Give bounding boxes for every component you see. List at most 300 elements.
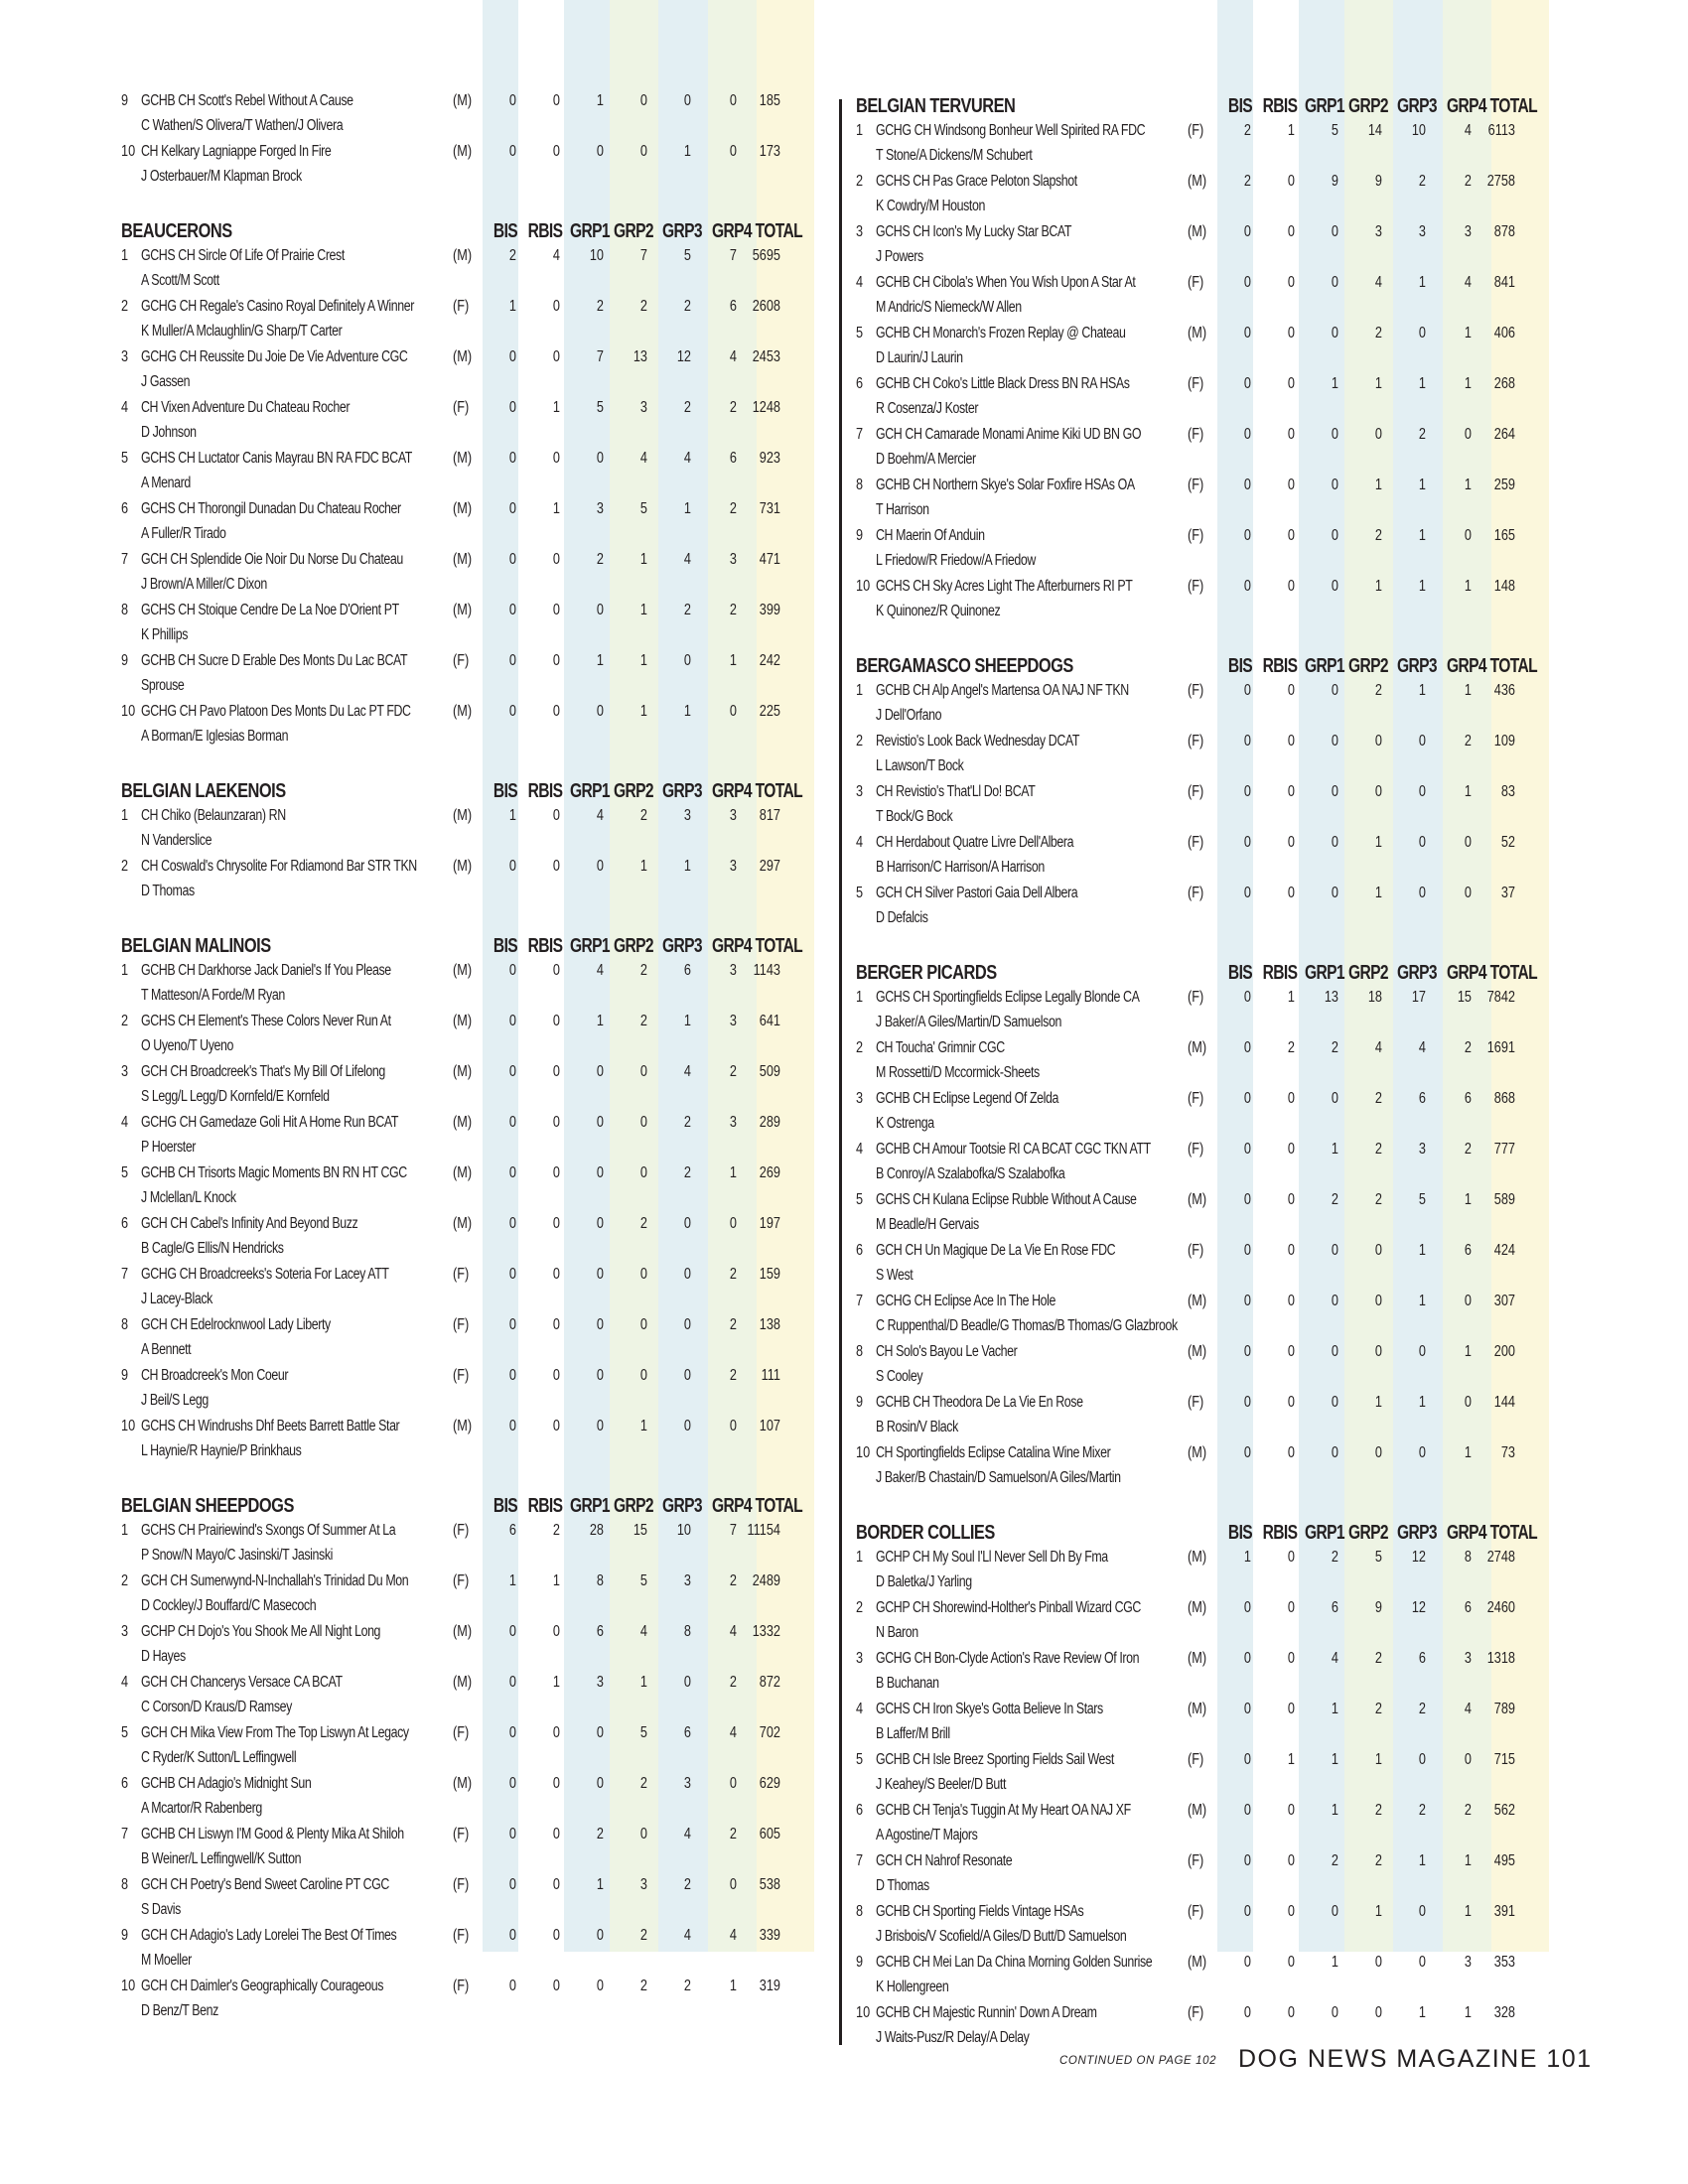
stat-grp3: 12	[1411, 1599, 1426, 1616]
rank-number: 9	[121, 1367, 129, 1384]
stat-rbis: 0	[1287, 1549, 1295, 1566]
sex: (M)	[1188, 1444, 1207, 1461]
stat-grp4: 4	[729, 1724, 737, 1741]
dog-name: GCHB CH Majestic Runnin' Down A Dream	[876, 2004, 1097, 2021]
sex: (F)	[1188, 1852, 1204, 1869]
owners: A Mcartor/R Rabenberg	[141, 1800, 262, 1817]
stat-rbis: 0	[552, 1063, 560, 1080]
column-header-bis: BIS	[492, 1495, 518, 1517]
stat-total: 731	[759, 500, 780, 517]
stat-bis: 0	[1243, 1242, 1251, 1259]
owners: J Osterbauer/M Klapman Brock	[141, 168, 302, 185]
stat-total: 138	[759, 1316, 780, 1333]
owners: A Agostine/T Majors	[876, 1827, 978, 1843]
stat-rbis: 0	[552, 1826, 560, 1843]
stat-grp2: 2	[639, 1013, 647, 1029]
stat-total: 109	[1493, 733, 1515, 750]
stat-grp4: 2	[1464, 173, 1472, 190]
ranking-row	[121, 499, 816, 550]
stat-grp2: 4	[639, 450, 647, 467]
stat-bis: 0	[1243, 1701, 1251, 1717]
stat-rbis: 0	[1287, 274, 1295, 291]
stat-grp1: 8	[596, 1572, 604, 1589]
rank-number: 2	[121, 1013, 129, 1029]
stat-grp3: 6	[1418, 1650, 1426, 1667]
stat-grp3: 1	[1418, 375, 1426, 392]
stat-total: 1332	[752, 1623, 780, 1640]
stat-bis: 0	[508, 1164, 516, 1181]
stat-total: 339	[759, 1927, 780, 1944]
stat-grp4: 2	[1464, 733, 1472, 750]
stat-total: 2489	[752, 1572, 780, 1589]
owners: B Conroy/A Szalabofka/S Szalabofka	[876, 1165, 1065, 1182]
stat-bis: 0	[508, 1674, 516, 1691]
stat-grp1: 2	[596, 298, 604, 315]
stat-grp4: 2	[729, 1572, 737, 1589]
stat-grp2: 13	[633, 348, 647, 365]
sex: (F)	[1188, 2004, 1204, 2021]
rank-number: 10	[856, 2004, 871, 2021]
stat-rbis: 1	[1287, 989, 1295, 1006]
dog-name: CH Vixen Adventure Du Chateau Rocher	[141, 399, 351, 416]
dog-name: GCHB CH Adagio's Midnight Sun	[141, 1775, 312, 1792]
sex: (M)	[453, 602, 473, 618]
owners: P Hoerster	[141, 1139, 197, 1156]
sex: (F)	[453, 399, 470, 416]
stat-grp2: 0	[639, 1114, 647, 1131]
stat-grp3: 4	[1418, 1039, 1426, 1056]
dog-name: GCHG CH Broadcreeks's Soteria For Lacey ATT	[141, 1266, 389, 1283]
owners: B Weiner/L Leffingwell/K Sutton	[141, 1850, 302, 1867]
stat-grp2: 0	[639, 1063, 647, 1080]
stat-bis: 0	[508, 703, 516, 720]
stat-grp1: 0	[596, 1215, 604, 1232]
column-header-bis: BIS	[492, 935, 518, 957]
stat-bis: 0	[508, 92, 516, 109]
owners: D Hayes	[141, 1648, 186, 1665]
dog-name: GCH CH Silver Pastori Gaia Dell Albera	[876, 885, 1078, 901]
dog-name: CH Broadcreek's Mon Coeur	[141, 1367, 289, 1384]
stat-grp2: 1	[639, 858, 647, 875]
owners: S Legg/L Legg/D Kornfeld/E Kornfeld	[141, 1088, 330, 1105]
stat-grp4: 1	[1464, 1343, 1472, 1360]
stat-total: 165	[1493, 527, 1515, 544]
ranking-row	[856, 1598, 1569, 1649]
stat-bis: 0	[508, 348, 516, 365]
stat-grp4: 3	[729, 807, 737, 824]
stat-rbis: 1	[552, 1674, 560, 1691]
stat-grp3: 0	[683, 92, 691, 109]
column-header-grp1: GRP1	[570, 1495, 610, 1517]
stat-grp4: 0	[729, 143, 737, 160]
stat-grp2: 15	[633, 1522, 647, 1539]
rank-number: 7	[121, 1826, 129, 1843]
sex: (M)	[1188, 1191, 1207, 1208]
stat-total: 242	[759, 652, 780, 669]
dog-name: GCH CH Chancerys Versace CA BCAT	[141, 1674, 343, 1691]
sex: (M)	[453, 858, 473, 875]
stat-grp3: 12	[676, 348, 691, 365]
stat-bis: 0	[508, 1927, 516, 1944]
dog-name: GCH CH Adagio's Lady Lorelei The Best Of Times	[141, 1927, 397, 1944]
stat-grp3: 3	[683, 1572, 691, 1589]
stat-grp1: 0	[1331, 834, 1338, 851]
ranking-row	[856, 1140, 1569, 1190]
stat-grp3: 1	[683, 703, 691, 720]
stat-rbis: 0	[552, 348, 560, 365]
stat-grp4: 3	[1464, 1954, 1472, 1971]
stat-grp3: 1	[683, 858, 691, 875]
sex: (M)	[1188, 173, 1207, 190]
stat-total: 789	[1493, 1701, 1515, 1717]
sex: (M)	[1188, 1549, 1207, 1566]
stat-grp2: 2	[1374, 1090, 1382, 1107]
stat-grp3: 0	[1418, 325, 1426, 341]
stat-grp1: 1	[1331, 1751, 1338, 1768]
column-header-grp2: GRP2	[614, 1495, 653, 1517]
page-folio: DOG NEWS MAGAZINE 101	[1238, 2045, 1593, 2073]
ranking-row	[121, 449, 816, 499]
stat-rbis: 0	[552, 1927, 560, 1944]
stat-grp3: 0	[683, 1418, 691, 1434]
stat-grp3: 2	[683, 1114, 691, 1131]
rank-number: 7	[121, 551, 129, 568]
stat-grp1: 0	[1331, 477, 1338, 493]
ranking-row	[121, 1774, 816, 1825]
stat-grp4: 1	[1464, 477, 1472, 493]
sex: (M)	[1188, 223, 1207, 240]
stat-bis: 0	[1243, 783, 1251, 800]
stat-grp1: 1	[1331, 1802, 1338, 1819]
stat-bis: 1	[508, 1572, 516, 1589]
stat-bis: 0	[508, 450, 516, 467]
stat-grp4: 0	[729, 1418, 737, 1434]
dog-name: GCH CH Poetry's Bend Sweet Caroline PT CGC	[141, 1876, 389, 1893]
stat-grp3: 1	[1418, 1852, 1426, 1869]
stat-grp2: 2	[639, 1215, 647, 1232]
stat-grp3: 17	[1411, 989, 1426, 1006]
breed-name: BELGIAN TERVUREN	[856, 95, 1016, 117]
dog-name: GCH CH Cabel's Infinity And Beyond Buzz	[141, 1215, 358, 1232]
stat-bis: 0	[1243, 477, 1251, 493]
stat-grp2: 2	[639, 962, 647, 979]
stat-total: 159	[759, 1266, 780, 1283]
stat-bis: 0	[1243, 1039, 1251, 1056]
stat-grp1: 1	[596, 92, 604, 109]
stat-total: 148	[1493, 578, 1515, 595]
stat-rbis: 0	[1287, 1293, 1295, 1309]
stat-grp3: 1	[683, 1013, 691, 1029]
dog-name: GCHB CH Scott's Rebel Without A Cause	[141, 92, 353, 109]
stat-rbis: 0	[1287, 1394, 1295, 1411]
ranking-row	[856, 1750, 1569, 1801]
stat-grp2: 7	[639, 247, 647, 264]
stat-rbis: 0	[1287, 578, 1295, 595]
stat-grp3: 1	[683, 500, 691, 517]
owners: J Powers	[876, 248, 923, 265]
stat-total: 144	[1493, 1394, 1515, 1411]
stat-total: 1248	[752, 399, 780, 416]
breed-name: BERGER PICARDS	[856, 962, 997, 984]
owners: T Harrison	[876, 501, 929, 518]
stat-bis: 0	[508, 1775, 516, 1792]
stat-grp2: 2	[639, 807, 647, 824]
dog-name: GCHS CH Stoique Cendre De La Noe D'Orient PT	[141, 602, 399, 618]
stat-total: 185	[759, 92, 780, 109]
stat-grp1: 7	[596, 348, 604, 365]
sex: (F)	[1188, 1090, 1204, 1107]
sex: (F)	[1188, 527, 1204, 544]
stat-bis: 0	[1243, 682, 1251, 699]
dog-name: GCHB CH Sporting Fields Vintage HSAs	[876, 1903, 1084, 1920]
stat-grp2: 1	[1374, 834, 1382, 851]
stat-grp2: 2	[1374, 1650, 1382, 1667]
breed-section	[856, 651, 1569, 934]
right-column	[856, 91, 1569, 2054]
stat-rbis: 1	[552, 1572, 560, 1589]
column-header-rbis: RBIS	[527, 220, 563, 242]
rank-number: 7	[856, 426, 864, 443]
rank-number: 9	[121, 1927, 129, 1944]
ranking-row	[121, 1875, 816, 1926]
ranking-row	[121, 1265, 816, 1315]
stat-grp2: 2	[1374, 682, 1382, 699]
left-column	[121, 91, 816, 2027]
stat-grp2: 2	[1374, 1852, 1382, 1869]
stat-total: 73	[1500, 1444, 1515, 1461]
stat-grp2: 5	[1374, 1549, 1382, 1566]
ranking-row	[121, 1825, 816, 1875]
stat-grp1: 1	[1331, 375, 1338, 392]
rank-number: 3	[121, 1063, 129, 1080]
stat-total: 878	[1493, 223, 1515, 240]
dog-name: CH Toucha' Grimnir CGC	[876, 1039, 1005, 1056]
owners: D Laurin/J Laurin	[876, 349, 963, 366]
rank-number: 4	[856, 1701, 864, 1717]
column-header-rbis: RBIS	[1262, 962, 1298, 984]
ranking-row	[121, 1012, 816, 1062]
stat-grp1: 5	[1331, 122, 1338, 139]
sex: (M)	[1188, 1343, 1207, 1360]
sex: (F)	[453, 1266, 470, 1283]
stat-rbis: 0	[1287, 885, 1295, 901]
stat-grp2: 1	[639, 1418, 647, 1434]
stat-grp1: 0	[1331, 426, 1338, 443]
stat-grp1: 0	[1331, 1394, 1338, 1411]
owners: L Friedow/R Friedow/A Friedow	[876, 552, 1036, 569]
stat-bis: 0	[1243, 834, 1251, 851]
dog-name: CH Solo's Bayou Le Vacher	[876, 1343, 1018, 1360]
stat-rbis: 1	[552, 399, 560, 416]
stat-rbis: 0	[552, 1215, 560, 1232]
stat-grp2: 2	[1374, 1802, 1382, 1819]
column-header-total: TOTAL	[1489, 962, 1538, 984]
breed-name: BEAUCERONS	[121, 220, 232, 242]
ranking-row	[856, 1649, 1569, 1700]
stat-grp3: 2	[1418, 173, 1426, 190]
ranking-row	[121, 1315, 816, 1366]
rank-number: 3	[121, 348, 129, 365]
stat-bis: 0	[1243, 325, 1251, 341]
stat-rbis: 0	[1287, 733, 1295, 750]
stat-grp4: 2	[729, 1826, 737, 1843]
column-header-grp2: GRP2	[614, 780, 653, 802]
column-header-total: TOTAL	[755, 1495, 803, 1517]
rank-number: 10	[121, 703, 136, 720]
stat-grp3: 0	[1418, 1903, 1426, 1920]
stat-grp1: 9	[1331, 173, 1338, 190]
stat-grp3: 6	[683, 1724, 691, 1741]
dog-name: GCH CH Broadcreek's That's My Bill Of Lifelong	[141, 1063, 385, 1080]
sex: (F)	[1188, 834, 1204, 851]
column-header-bis: BIS	[1227, 1522, 1253, 1544]
column-header-grp4: GRP4	[712, 935, 752, 957]
dog-name: GCHB CH Isle Breez Sporting Fields Sail West	[876, 1751, 1114, 1768]
ranking-row	[121, 1571, 816, 1622]
breed-name: BELGIAN SHEEPDOGS	[121, 1495, 294, 1517]
stat-grp4: 4	[1464, 1701, 1472, 1717]
dog-name: CH Chiko (Belaunzaran) RN	[141, 807, 286, 824]
stat-bis: 0	[1243, 2004, 1251, 2021]
stat-grp4: 2	[729, 500, 737, 517]
column-header-grp2: GRP2	[1348, 95, 1388, 117]
sex: (F)	[1188, 682, 1204, 699]
ranking-row	[121, 1926, 816, 1977]
stat-grp2: 3	[639, 1876, 647, 1893]
stat-grp3: 6	[683, 962, 691, 979]
sex: (F)	[1188, 375, 1204, 392]
stat-grp2: 2	[639, 1927, 647, 1944]
stat-rbis: 0	[552, 450, 560, 467]
dog-name: Revistio's Look Back Wednesday DCAT	[876, 733, 1079, 750]
ranking-row	[856, 121, 1569, 172]
sex: (F)	[453, 1724, 470, 1741]
owners: J Dell'Orfano	[876, 707, 942, 724]
dog-name: GCHG CH Bon-Clyde Action's Rave Review Of Iron	[876, 1650, 1140, 1667]
stat-bis: 0	[508, 652, 516, 669]
column-header-grp3: GRP3	[662, 935, 702, 957]
stat-grp1: 4	[596, 807, 604, 824]
rank-number: 1	[856, 122, 864, 139]
stat-bis: 0	[1243, 1903, 1251, 1920]
stat-total: 868	[1493, 1090, 1515, 1107]
stat-bis: 6	[508, 1522, 516, 1539]
sex: (F)	[453, 652, 470, 669]
stat-grp2: 9	[1374, 173, 1382, 190]
stat-rbis: 0	[1287, 2004, 1295, 2021]
stat-total: 307	[1493, 1293, 1515, 1309]
stat-grp2: 1	[1374, 1751, 1382, 1768]
rank-number: 1	[121, 1522, 129, 1539]
rank-number: 1	[121, 807, 129, 824]
owners: J Brown/A Miller/C Dixon	[141, 576, 267, 593]
rank-number: 5	[121, 450, 129, 467]
stat-grp4: 3	[1464, 1650, 1472, 1667]
rank-number: 6	[856, 375, 864, 392]
rank-number: 2	[121, 1572, 129, 1589]
owners: J Mclellan/L Knock	[141, 1189, 236, 1206]
stat-bis: 1	[1243, 1549, 1251, 1566]
stat-bis: 0	[508, 500, 516, 517]
owners: D Baletka/J Yarling	[876, 1573, 972, 1590]
stat-grp2: 1	[639, 703, 647, 720]
stat-bis: 0	[1243, 274, 1251, 291]
stat-bis: 0	[1243, 989, 1251, 1006]
stat-grp4: 1	[1464, 375, 1472, 392]
owners: C Ruppenthal/D Beadle/G Thomas/B Thomas/G Glazbrook	[876, 1317, 1178, 1334]
stat-grp2: 5	[639, 1572, 647, 1589]
owners: R Cosenza/J Koster	[876, 400, 979, 417]
sex: (M)	[453, 1114, 473, 1131]
stat-grp3: 0	[683, 1674, 691, 1691]
owners: K Quinonez/R Quinonez	[876, 603, 1001, 619]
stat-grp4: 2	[729, 1674, 737, 1691]
stat-bis: 0	[1243, 1141, 1251, 1158]
stat-grp4: 8	[1464, 1549, 1472, 1566]
ranking-row	[121, 1417, 816, 1467]
column-header-bis: BIS	[492, 220, 518, 242]
rank-number: 10	[121, 1978, 136, 1994]
dog-name: GCHP CH Shorewind-Holther's Pinball Wizard CGC	[876, 1599, 1141, 1616]
ranking-row	[856, 1393, 1569, 1443]
owners: A Scott/M Scott	[141, 272, 219, 289]
stat-bis: 0	[1243, 527, 1251, 544]
dog-name: GCHB CH Northern Skye's Solar Foxfire HSAs OA	[876, 477, 1135, 493]
ranking-row	[856, 732, 1569, 782]
stat-grp4: 3	[1464, 223, 1472, 240]
stat-grp4: 1	[729, 1164, 737, 1181]
ranking-row	[856, 833, 1569, 884]
stat-total: 436	[1493, 682, 1515, 699]
stat-total: 297	[759, 858, 780, 875]
stat-total: 495	[1493, 1852, 1515, 1869]
rank-number: 6	[856, 1802, 864, 1819]
dog-name: GCHP CH My Soul I'Ll Never Sell Dh By Fma	[876, 1549, 1108, 1566]
stat-rbis: 2	[1287, 1039, 1295, 1056]
stat-grp2: 0	[639, 1367, 647, 1384]
sex: (F)	[453, 1927, 470, 1944]
breed-name: BELGIAN LAEKENOIS	[121, 780, 286, 802]
owners: D Defalcis	[876, 909, 928, 926]
stat-bis: 0	[508, 1724, 516, 1741]
stat-rbis: 0	[552, 1724, 560, 1741]
stat-grp2: 0	[1374, 1343, 1382, 1360]
stat-rbis: 0	[1287, 1650, 1295, 1667]
dog-name: GCHS CH Element's These Colors Never Run At	[141, 1013, 391, 1029]
stat-grp3: 4	[683, 551, 691, 568]
dog-name: GCHS CH Thorongil Dunadan Du Chateau Rocher	[141, 500, 401, 517]
owners: J Gassen	[141, 373, 191, 390]
stat-grp1: 0	[1331, 223, 1338, 240]
ranking-row	[121, 601, 816, 651]
sex: (M)	[453, 1063, 473, 1080]
column-header-grp1: GRP1	[1305, 1522, 1344, 1544]
dog-name: GCHS CH Pas Grace Peloton Slapshot	[876, 173, 1077, 190]
stat-grp2: 1	[1374, 578, 1382, 595]
rank-number: 10	[121, 143, 136, 160]
stat-rbis: 0	[552, 92, 560, 109]
rank-number: 4	[856, 834, 864, 851]
ranking-row	[121, 398, 816, 449]
ranking-row	[121, 961, 816, 1012]
stat-grp4: 2	[729, 1316, 737, 1333]
stat-grp1: 1	[1331, 1141, 1338, 1158]
stat-grp3: 3	[683, 807, 691, 824]
stat-grp2: 1	[1374, 1394, 1382, 1411]
stat-rbis: 0	[1287, 1852, 1295, 1869]
sex: (M)	[453, 807, 473, 824]
stat-grp2: 0	[639, 92, 647, 109]
